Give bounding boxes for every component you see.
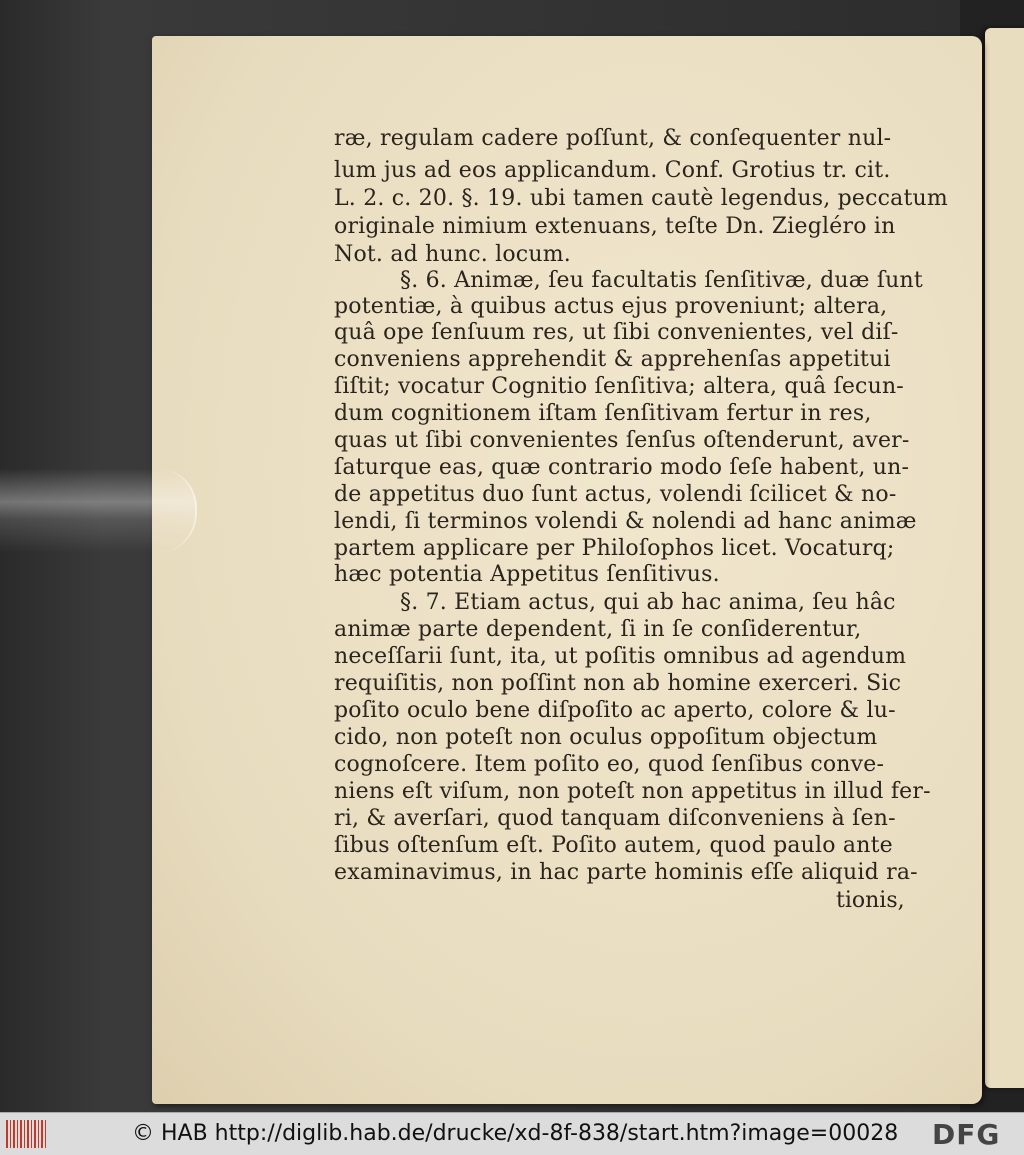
text-line: potentiæ, à quibus actus ejus proveniunt; altera, [334,294,888,319]
text-line: L. 2. c. 20. §. 19. ubi tamen cautè legendus, peccatum [334,186,948,211]
text-line: poſito oculo bene diſpoſito ac aperto, colore & lu- [334,698,896,723]
text-line: ſibus oſtenſum eſt. Poſito autem, quod paulo ante [334,833,893,858]
text-line: ræ, regulam cadere poſſunt, & conſequenter nul- [334,126,892,151]
text-line: lendi, ſi terminos volendi & nolendi ad hanc animæ [334,509,917,534]
bookmark-ribbon [0,468,197,553]
text-line: hæc potentia Appetitus ſenſitivus. [334,562,720,587]
dfg-logo: DFG [932,1118,1001,1151]
text-line: dum cognitionem iſtam ſenſitivam fertur in res, [334,401,872,426]
text-line: Not. ad hunc. locum. [334,242,571,267]
barcode-icon [6,1120,46,1148]
text-line: animæ parte dependent, ſi in ſe conſiderentur, [334,617,862,642]
text-line: ſiſtit; vocatur Cognitio ſenſitiva; altera, quâ ſecun- [334,374,904,399]
text-line: ſaturque eas, quæ contrario modo ſeſe habent, un- [334,455,910,480]
facing-page-edge [985,28,1024,1088]
text-line: conveniens apprehendit & apprehenſas appetitui [334,347,891,372]
footer-bar [0,1112,1024,1155]
text-line: quâ ope ſenſuum res, ut ſibi convenientes, vel diſ- [334,320,899,345]
text-line: niens eſt viſum, non poteſt non appetitus in illud fer- [334,779,931,804]
text-line: ri, & averſari, quod tanquam diſconveniens à ſen- [334,806,896,831]
text-line: neceſſarii ſunt, ita, ut poſitis omnibus ad agendum [334,644,907,669]
copyright-link[interactable]: © HAB http://diglib.hab.de/drucke/xd-8f-838/start.htm?image=00028 [132,1121,899,1146]
text-line: §. 6. Animæ, ſeu facultatis ſenſitivæ, duæ ſunt [400,268,923,293]
text-line: cognoſcere. Item poſito eo, quod ſenſibus conve- [334,752,885,777]
text-line: §. 7. Etiam actus, qui ab hac anima, ſeu hâc [400,590,896,615]
text-line: requiſitis, non poſſint non ab homine exerceri. Sic [334,671,902,696]
text-line: partem applicare per Philoſophos licet. Vocaturq; [334,536,895,561]
text-line: originale nimium extenuans, teſte Dn. Ziegléro in [334,214,896,239]
text-line: quas ut ſibi convenientes ſenſus oſtenderunt, aver- [334,428,910,453]
text-line: examinavimus, in hac parte hominis eſſe aliquid ra- [334,860,918,885]
text-line: cido, non poteſt non oculus oppoſitum objectum [334,725,878,750]
text-line: lum jus ad eos applicandum. Conf. Grotius tr. cit. [334,158,891,183]
catchword: tionis, [836,888,905,913]
text-line: de appetitus duo ſunt actus, volendi ſcilicet & no- [334,482,897,507]
